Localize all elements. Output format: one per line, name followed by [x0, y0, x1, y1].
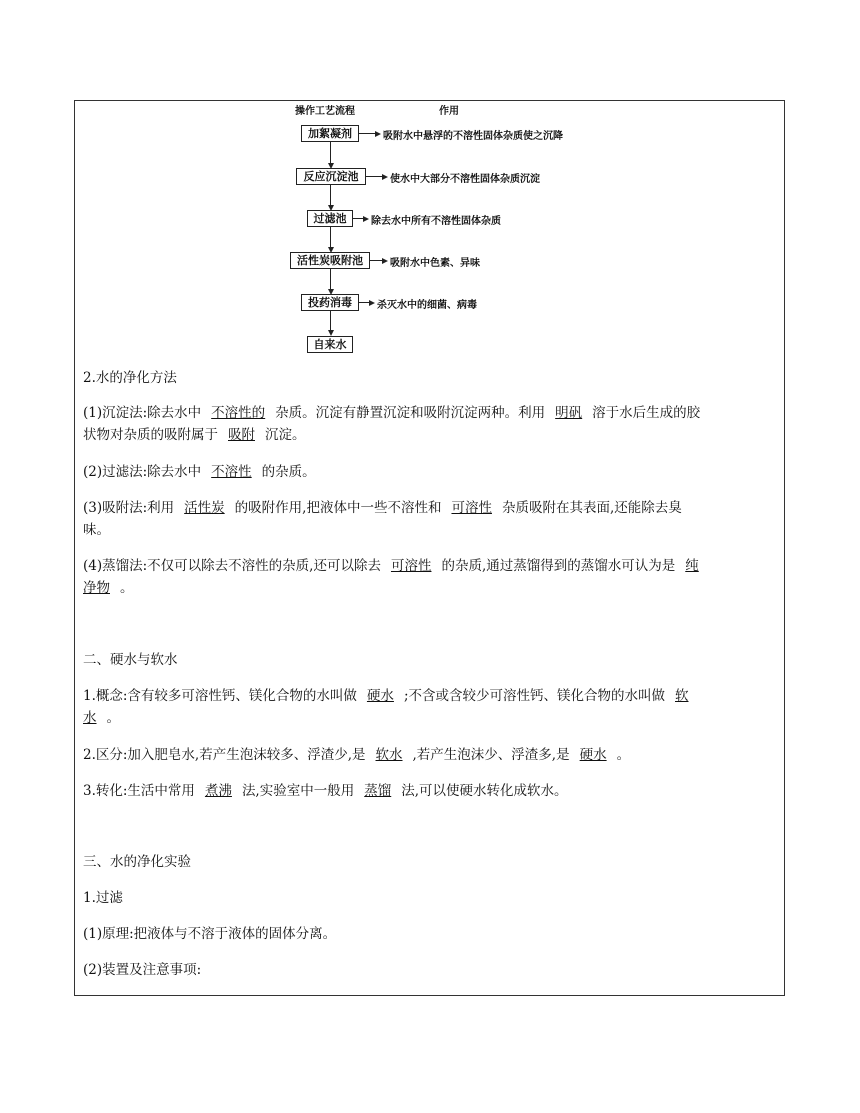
- text: 杂质。沉淀有静置沉淀和吸附沉淀两种。利用: [275, 405, 546, 421]
- text: 沉淀。: [265, 427, 306, 443]
- flow-step-desc: 除去水中所有不溶性固体杂质: [371, 216, 501, 227]
- section-title-hard-soft-water: 二、硬水与软水: [83, 652, 178, 668]
- answer-blank: 纯: [685, 558, 699, 574]
- answer-blank: 活性炭: [184, 500, 225, 516]
- paragraph-principle: (1)原理:把液体与不溶于液体的固体分离。: [83, 926, 337, 942]
- paragraph-adsorption: [83, 497, 779, 541]
- subsection-title-filtration: 1.过滤: [83, 890, 123, 906]
- flow-step-flocculant: 加絮凝剂: [301, 125, 359, 142]
- paragraph-sedimentation: [83, 402, 779, 446]
- flow-arrow-right: [382, 174, 388, 180]
- answer-blank: 硬水: [366, 688, 394, 704]
- flow-step-filter-tank: 过滤池: [307, 210, 353, 227]
- text: 的吸附作用,把液体中一些不溶性和: [234, 500, 442, 516]
- flow-step-tap-water: 自来水: [307, 336, 353, 353]
- flow-step-desc: 使水中大部分不溶性固体杂质沉淀: [390, 174, 540, 185]
- content-frame: [74, 100, 785, 996]
- paragraph-concept: [83, 685, 779, 729]
- text: (2)过滤法:除去水中: [83, 464, 202, 480]
- answer-blank: 煮沸: [204, 783, 232, 799]
- flow-connector: [330, 185, 331, 206]
- answer-blank: 硬水: [579, 747, 607, 763]
- text: 2.区分:加入肥皂水,若产生泡沫较多、浮渣少,是: [83, 747, 366, 763]
- paragraph-distillation: [83, 555, 779, 599]
- text: 法,可以使硬水转化成软水。: [401, 783, 568, 799]
- text: 的杂质。: [261, 464, 316, 480]
- answer-blank: 软水: [375, 747, 403, 763]
- flow-step-disinfection: 投药消毒: [301, 294, 359, 311]
- flow-connector: [330, 311, 331, 331]
- text: (1)沉淀法:除去水中: [83, 405, 202, 421]
- flow-step-desc: 吸附水中悬浮的不溶性固体杂质使之沉降: [383, 131, 563, 142]
- flow-step-activated-carbon-tank: 活性炭吸附池: [290, 252, 370, 269]
- text: 。: [106, 710, 120, 726]
- section-title-purification-experiment: 三、水的净化实验: [83, 854, 191, 870]
- answer-blank: 软: [675, 688, 689, 704]
- paragraph-conversion: [83, 780, 779, 802]
- text: 状物对杂质的吸附属于: [83, 427, 218, 443]
- answer-blank: 吸附: [228, 427, 255, 443]
- flowchart-header-process: 操作工艺流程: [295, 106, 355, 117]
- text: 。: [616, 747, 631, 763]
- answer-blank: 可溶性: [390, 558, 432, 574]
- text: 味。: [83, 522, 110, 538]
- answer-blank: 不溶性: [211, 464, 252, 480]
- text: 溶于水后生成的胶: [592, 405, 701, 421]
- text: 法,实验室中一般用: [241, 783, 355, 799]
- flow-step-desc: 吸附水中色素、异味: [390, 258, 480, 269]
- flow-step-desc: 杀灭水中的细菌、病毒: [377, 300, 477, 311]
- answer-blank: 净物: [83, 580, 110, 596]
- flow-arrow-right: [375, 131, 381, 137]
- flow-connector: [330, 142, 331, 164]
- text: (3)吸附法:利用: [83, 500, 175, 516]
- text: 的杂质,通过蒸馏得到的蒸馏水可认为是: [441, 558, 676, 574]
- text: 3.转化:生活中常用: [83, 783, 195, 799]
- text: 。: [120, 580, 134, 596]
- flow-arrow-right: [382, 258, 388, 264]
- text: ;不含或含较少可溶性钙、镁化合物的水叫做: [403, 688, 665, 704]
- text: (4)蒸馏法:不仅可以除去不溶性的杂质,还可以除去: [83, 558, 381, 574]
- paragraph-distinguish: [83, 744, 779, 766]
- flow-connector: [330, 227, 331, 248]
- answer-blank: 蒸馏: [364, 783, 392, 799]
- answer-blank: 可溶性: [451, 500, 492, 516]
- flow-connector: [330, 269, 331, 290]
- text: ,若产生泡沫少、浮渣多,是: [412, 747, 570, 763]
- purification-flowchart: [295, 101, 715, 356]
- flow-arrow-right: [369, 300, 375, 306]
- flow-arrow-right: [363, 216, 369, 222]
- text: 1.概念:含有较多可溶性钙、镁化合物的水叫做: [83, 688, 357, 704]
- answer-blank: 不溶性的: [211, 405, 266, 421]
- paragraph-apparatus: (2)装置及注意事项:: [83, 962, 202, 978]
- text: 杂质吸附在其表面,还能除去臭: [501, 500, 682, 516]
- section-title-purification-methods: 2.水的净化方法: [83, 370, 177, 386]
- answer-blank: 明矾: [555, 405, 583, 421]
- flowchart-header-function: 作用: [439, 106, 459, 117]
- paragraph-filtration: [83, 461, 779, 483]
- flow-step-sedimentation-tank: 反应沉淀池: [296, 168, 366, 185]
- answer-blank: 水: [83, 710, 97, 726]
